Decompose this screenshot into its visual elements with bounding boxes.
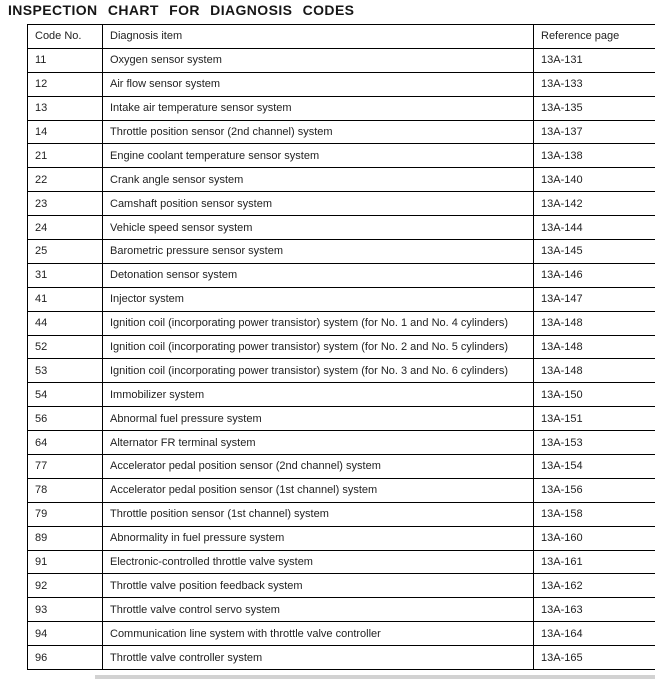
code-cell: 89 [28,526,103,550]
code-cell: 44 [28,311,103,335]
code-cell: 78 [28,478,103,502]
page-cell: 13A-154 [534,455,655,479]
code-cell: 41 [28,287,103,311]
table-row [28,48,655,72]
table-row [28,72,655,96]
page-cell: 13A-146 [534,263,655,287]
table-row [28,120,655,144]
page-cell: 13A-158 [534,502,655,526]
page-cell: 13A-142 [534,192,655,216]
item-cell: Abnormal fuel pressure system [103,407,534,431]
item-cell: Alternator FR terminal system [103,431,534,455]
table-row [28,287,655,311]
code-cell: 31 [28,263,103,287]
table-row [28,311,655,335]
table-row [28,574,655,598]
code-cell: 94 [28,622,103,646]
code-cell: 12 [28,72,103,96]
code-cell: 93 [28,598,103,622]
table-row [28,455,655,479]
item-cell: Throttle valve position feedback system [103,574,534,598]
table-row [28,550,655,574]
item-cell: Camshaft position sensor system [103,192,534,216]
page-cell: 13A-140 [534,168,655,192]
item-cell: Communication line system with throttle valve controller [103,622,534,646]
table-body [28,48,655,669]
page-cell: 13A-145 [534,240,655,264]
table-row [28,216,655,240]
table-row [28,646,655,670]
header-row [28,25,655,49]
item-cell: Barometric pressure sensor system [103,240,534,264]
item-cell: Ignition coil (incorporating power transistor) system (for No. 3 and No. 6 cylinders) [103,359,534,383]
table-row [28,168,655,192]
table-row [28,359,655,383]
table-row [28,526,655,550]
item-cell: Accelerator pedal position sensor (1st channel) system [103,478,534,502]
table-header [28,25,655,49]
page-cell: 13A-138 [534,144,655,168]
code-cell: 13 [28,96,103,120]
item-cell: Oxygen sensor system [103,48,534,72]
table-row [28,144,655,168]
item-cell: Abnormality in fuel pressure system [103,526,534,550]
page-cell: 13A-148 [534,359,655,383]
item-cell: Electronic-controlled throttle valve system [103,550,534,574]
item-cell: Immobilizer system [103,383,534,407]
item-cell: Engine coolant temperature sensor system [103,144,534,168]
page-cell: 13A-153 [534,431,655,455]
page-cell: 13A-164 [534,622,655,646]
page-cell: 13A-160 [534,526,655,550]
item-cell: Detonation sensor system [103,263,534,287]
item-cell: Throttle position sensor (2nd channel) system [103,120,534,144]
item-cell: Air flow sensor system [103,72,534,96]
code-cell: 54 [28,383,103,407]
header-code-no: Code No. [28,25,103,49]
table-row [28,478,655,502]
code-cell: 79 [28,502,103,526]
code-cell: 52 [28,335,103,359]
page-cell: 13A-147 [534,287,655,311]
page-cell: 13A-133 [534,72,655,96]
code-cell: 22 [28,168,103,192]
item-cell: Intake air temperature sensor system [103,96,534,120]
code-cell: 23 [28,192,103,216]
table-row [28,240,655,264]
header-diagnosis-item: Diagnosis item [103,25,534,49]
item-cell: Throttle valve control servo system [103,598,534,622]
page-cell: 13A-151 [534,407,655,431]
code-cell: 64 [28,431,103,455]
table-row [28,96,655,120]
page-cell: 13A-163 [534,598,655,622]
page-cell: 13A-144 [534,216,655,240]
code-cell: 91 [28,550,103,574]
page-cell: 13A-135 [534,96,655,120]
item-cell: Throttle valve controller system [103,646,534,670]
code-cell: 24 [28,216,103,240]
page-cell: 13A-150 [534,383,655,407]
code-cell: 92 [28,574,103,598]
item-cell: Ignition coil (incorporating power transistor) system (for No. 2 and No. 5 cylinders) [103,335,534,359]
table-row [28,622,655,646]
table-row [28,383,655,407]
page-cell: 13A-148 [534,311,655,335]
table-row [28,598,655,622]
table-row [28,335,655,359]
table-row [28,407,655,431]
page-cell: 13A-148 [534,335,655,359]
code-cell: 21 [28,144,103,168]
item-cell: Injector system [103,287,534,311]
page-cell: 13A-131 [534,48,655,72]
table-row [28,192,655,216]
bottom-page-edge-strip [95,675,655,679]
header-reference-page: Reference page [534,25,655,49]
table-row [28,431,655,455]
page-cell: 13A-162 [534,574,655,598]
page-cell: 13A-137 [534,120,655,144]
code-cell: 53 [28,359,103,383]
code-cell: 56 [28,407,103,431]
page-cell: 13A-161 [534,550,655,574]
page-cell: 13A-165 [534,646,655,670]
item-cell: Ignition coil (incorporating power transistor) system (for No. 1 and No. 4 cylinders) [103,311,534,335]
code-cell: 11 [28,48,103,72]
page-title: INSPECTION CHART FOR DIAGNOSIS CODES [8,2,355,18]
table-row [28,502,655,526]
item-cell: Crank angle sensor system [103,168,534,192]
item-cell: Throttle position sensor (1st channel) system [103,502,534,526]
diagnosis-codes-table [27,24,655,670]
code-cell: 96 [28,646,103,670]
item-cell: Vehicle speed sensor system [103,216,534,240]
code-cell: 14 [28,120,103,144]
table-row [28,263,655,287]
code-cell: 25 [28,240,103,264]
code-cell: 77 [28,455,103,479]
page-cell: 13A-156 [534,478,655,502]
item-cell: Accelerator pedal position sensor (2nd channel) system [103,455,534,479]
